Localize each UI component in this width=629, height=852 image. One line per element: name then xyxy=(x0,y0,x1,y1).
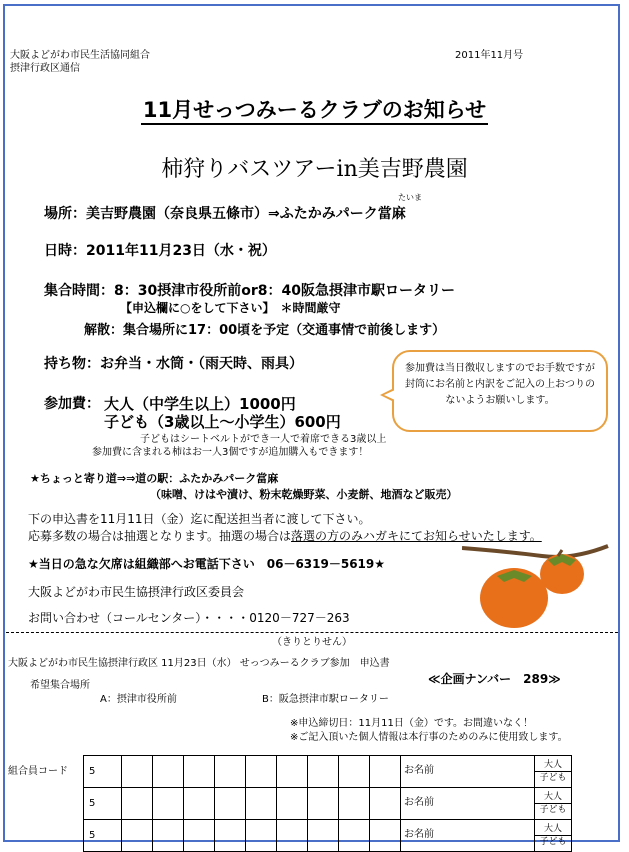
code-digit-box[interactable] xyxy=(215,788,246,820)
fee-label: 参加費： xyxy=(44,396,100,412)
persimmon-illustration xyxy=(462,536,612,632)
meeting-place-label: 希望集合場所 xyxy=(30,680,90,691)
code-digit-box[interactable] xyxy=(339,756,370,788)
event-date: 日時：2011年11月23日（水・祝） xyxy=(44,243,276,259)
event-title: 柿狩りバスツアーin美吉野農園 xyxy=(161,157,468,182)
name-field[interactable]: お名前 xyxy=(401,788,535,820)
deadline-note: ※申込締切日：11月11日（金）です。お間違いなく！ xyxy=(290,718,534,729)
meeting-option-a[interactable]: A：摂津市役所前 xyxy=(100,694,177,705)
name-field[interactable]: お名前 xyxy=(401,820,535,852)
code-digit-box[interactable] xyxy=(153,756,184,788)
lottery-note: 応募多数の場合は抽選となります。抽選の場合は落選の方のみハガキにてお知らせいたします。 xyxy=(28,529,542,543)
code-digit-box[interactable] xyxy=(277,756,308,788)
code-digit-box[interactable] xyxy=(246,756,277,788)
event-place: 場所：美吉野農園（奈良県五條市）⇒ふたかみパーク當麻 xyxy=(44,206,406,222)
org-subtitle: 摂津行政区通信 xyxy=(10,63,80,74)
fee-note-persimmon: 参加費に含まれる柿はお一人3個ですが追加購入もできます！ xyxy=(92,447,369,458)
code-digit-box[interactable] xyxy=(153,788,184,820)
items-to-bring: 持ち物：お弁当・水筒・（雨天時、雨具） xyxy=(44,356,303,372)
contact-info: お問い合わせ（コールセンター）・・・・0120－727－263 xyxy=(28,611,350,625)
code-digit-box[interactable] xyxy=(153,820,184,852)
org-name: 大阪よどがわ市民生活協同組合 xyxy=(10,50,150,61)
code-prefix: 5 xyxy=(84,756,122,788)
dismissal-info: 解散：集合場所に17：00頃を予定（交通事情で前後します） xyxy=(84,323,446,338)
fee-callout: 参加費は当日徴収しますのでお手数ですが封筒にお名前と内訳をご記入の上おつりのないようお願いします。 xyxy=(392,350,608,432)
adult-count-label[interactable]: 大人 xyxy=(535,791,571,804)
code-digit-box[interactable] xyxy=(339,820,370,852)
code-prefix: 5 xyxy=(84,820,122,852)
code-digit-box[interactable] xyxy=(370,788,401,820)
name-field[interactable]: お名前 xyxy=(401,756,535,788)
table-row xyxy=(8,756,572,788)
child-count-label[interactable]: 子ども xyxy=(539,805,567,815)
child-count-label[interactable]: 子ども xyxy=(539,773,567,783)
code-digit-box[interactable] xyxy=(308,756,339,788)
committee-name: 大阪よどがわ市民生協摂津行政区委員会 xyxy=(28,585,245,599)
fee-adult: 大人（中学生以上）1000円 xyxy=(104,395,296,413)
code-digit-box[interactable] xyxy=(277,820,308,852)
emergency-contact: ★当日の急な欠席は組織部へお電話下さい 06－6319－5619★ xyxy=(28,557,386,571)
submit-note: 下の申込書を11月11日（金）迄に配送担当者に渡して下さい。 xyxy=(28,512,371,526)
code-digit-box[interactable] xyxy=(122,788,153,820)
code-digit-box[interactable] xyxy=(370,820,401,852)
place-ruby: たいま xyxy=(398,193,422,202)
stopover-goods: （味噌、けはや漬け、粉末乾燥野菜、小麦餅、地酒など販売） xyxy=(150,488,458,501)
code-digit-box[interactable] xyxy=(246,788,277,820)
table-row xyxy=(8,820,572,852)
fee-child: 子ども（3歳以上～小学生）600円 xyxy=(104,413,341,431)
code-prefix: 5 xyxy=(84,788,122,820)
form-heading: 大阪よどがわ市民生協摂津行政区 11月23日（水） せっつみーるクラブ参加 申込書 xyxy=(8,658,390,669)
code-digit-box[interactable] xyxy=(308,820,339,852)
meeting-time: 集合時間：8：30摂津市役所前or8：40阪急摂津市駅ロータリー xyxy=(44,283,455,299)
cut-label: （きりとりせん） xyxy=(272,637,352,648)
stopover-title: ★ちょっと寄り道⇒⇒道の駅：ふたかみパーク當麻 xyxy=(30,472,279,485)
code-digit-box[interactable] xyxy=(184,756,215,788)
table-row xyxy=(8,788,572,820)
child-count-label[interactable]: 子ども xyxy=(539,837,567,847)
code-digit-box[interactable] xyxy=(370,756,401,788)
fee-note-child: 子どもはシートベルトができ一人で着席できる3歳以上 xyxy=(140,434,387,445)
code-digit-box[interactable] xyxy=(122,820,153,852)
code-digit-box[interactable] xyxy=(246,820,277,852)
issue-date: 2011年11月号 xyxy=(455,50,524,61)
registration-table xyxy=(8,755,572,852)
meeting-option-b[interactable]: B：阪急摂津市駅ロータリー xyxy=(262,694,389,705)
code-digit-box[interactable] xyxy=(215,820,246,852)
code-digit-box[interactable] xyxy=(277,788,308,820)
adult-count-label[interactable]: 大人 xyxy=(535,823,571,836)
plan-number: ≪企画ナンバー 289≫ xyxy=(428,672,561,686)
privacy-note: ※ご記入頂いた個人情報は本行事のためのみに使用致します。 xyxy=(290,732,568,743)
meeting-instruction: 【申込欄に○をして下さい】 ＊時間厳守 xyxy=(120,301,341,315)
page-title: 11月せっつみーるクラブのお知らせ xyxy=(0,94,629,124)
code-digit-box[interactable] xyxy=(184,820,215,852)
code-digit-box[interactable] xyxy=(308,788,339,820)
branch-icon xyxy=(462,546,608,557)
code-digit-box[interactable] xyxy=(184,788,215,820)
adult-count-label[interactable]: 大人 xyxy=(535,759,571,772)
code-digit-box[interactable] xyxy=(215,756,246,788)
member-code-label: 組合員コード xyxy=(8,765,68,777)
code-digit-box[interactable] xyxy=(339,788,370,820)
code-digit-box[interactable] xyxy=(122,756,153,788)
